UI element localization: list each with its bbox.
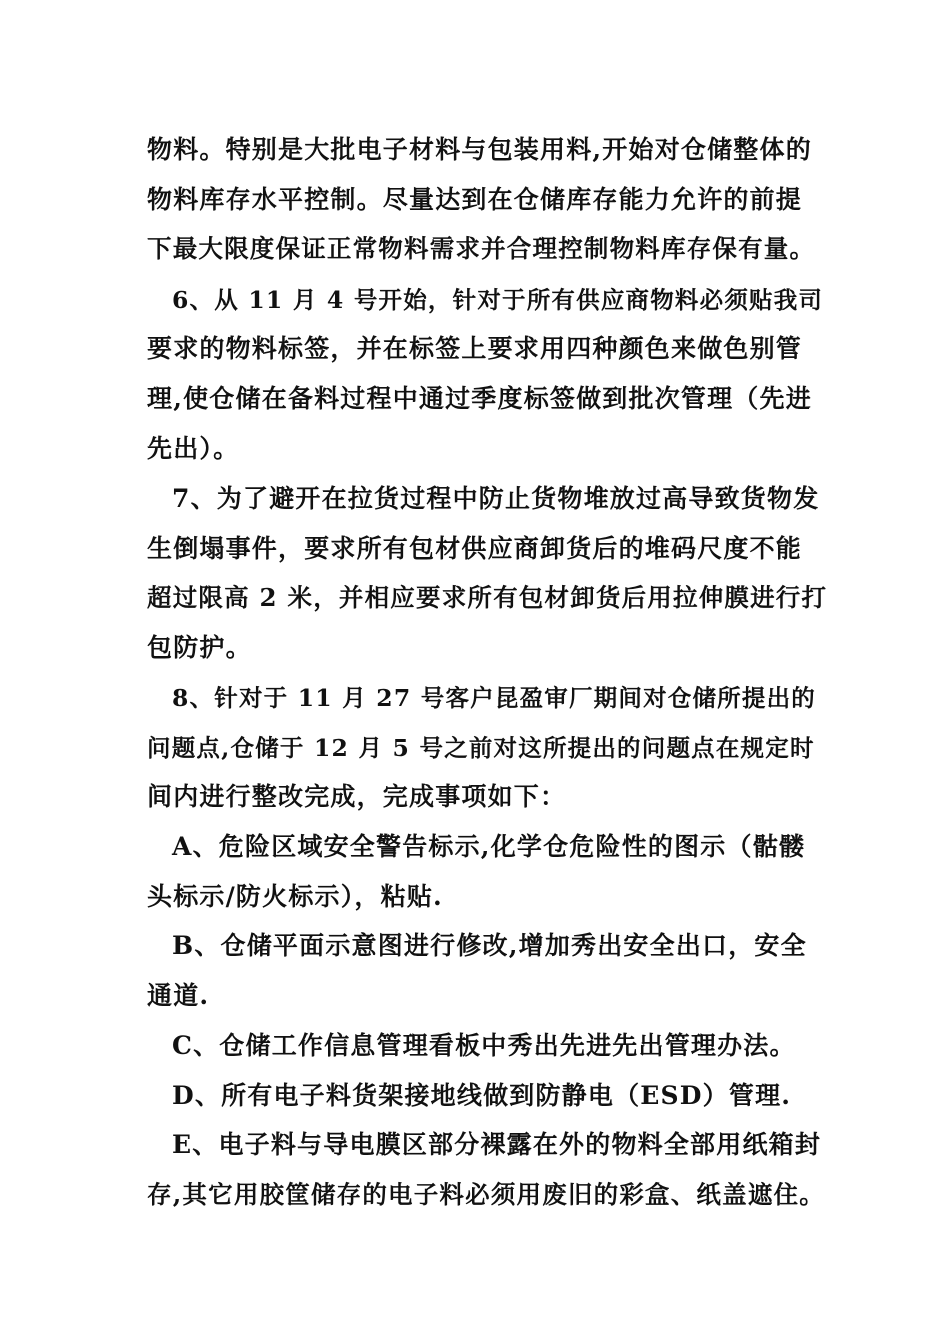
item-7-line-3: 超过限高 2 米，并相应要求所有包材卸货后用拉伸膜进行打 (147, 583, 828, 612)
item-6-line-3: 理,使仓储在备料过程中通过季度标签做到批次管理（先进 (147, 384, 812, 413)
text-line-2: 物料库存水平控制。尽量达到在仓储库存能力允许的前提 (147, 185, 803, 214)
item-8-line-2: 问题点,仓储于 12 月 5 号之前对这所提出的问题点在规定时 (147, 734, 815, 762)
item-a-line-2: 头标示/防火标示），粘贴. (147, 882, 443, 911)
text-line-3: 下最大限度保证正常物料需求并合理控制物料库存保有量。 (147, 234, 816, 263)
item-6-line-4: 先出）。 (147, 434, 240, 463)
item-c-line-1: C、仓储工作信息管理看板中秀出先进先出管理办法。 (172, 1031, 796, 1060)
item-7-line-2: 生倒塌事件，要求所有包材供应商卸货后的堆码尺度不能 (147, 534, 803, 563)
item-b-line-2: 通道. (147, 981, 210, 1010)
item-d-line-1: D、所有电子料货架接地线做到防静电（ESD）管理. (172, 1081, 792, 1110)
item-e-line-1: E、电子料与导电膜区部分裸露在外的物料全部用纸箱封 (172, 1130, 822, 1159)
item-b-line-1: B、仓储平面示意图进行修改,增加秀出安全出口，安全 (172, 931, 807, 960)
item-6-line-2: 要求的物料标签，并在标签上要求用四种颜色来做色别管 (147, 334, 803, 363)
item-7-line-4: 包防护。 (147, 633, 252, 662)
item-6-line-1: 6、从 11 月 4 号开始，针对于所有供应商物料必须贴我司 (172, 286, 824, 314)
item-a-line-1: A、危险区域安全警告标示,化学仓危险性的图示（骷髅 (172, 832, 806, 861)
item-e-line-2: 存,其它用胶筐储存的电子料必须用废旧的彩盒、纸盖遮住。 (147, 1180, 825, 1209)
item-8-line-1: 8、针对于 11 月 27 号客户昆盈审厂期间对仓储所提出的 (172, 684, 816, 712)
item-7-line-1: 7、为了避开在拉货过程中防止货物堆放过高导致货物发 (172, 484, 820, 513)
item-8-line-3: 间内进行整改完成，完成事项如下： (147, 782, 567, 811)
text-line-1: 物料。特别是大批电子材料与包装用料,开始对仓储整体的 (147, 135, 812, 164)
